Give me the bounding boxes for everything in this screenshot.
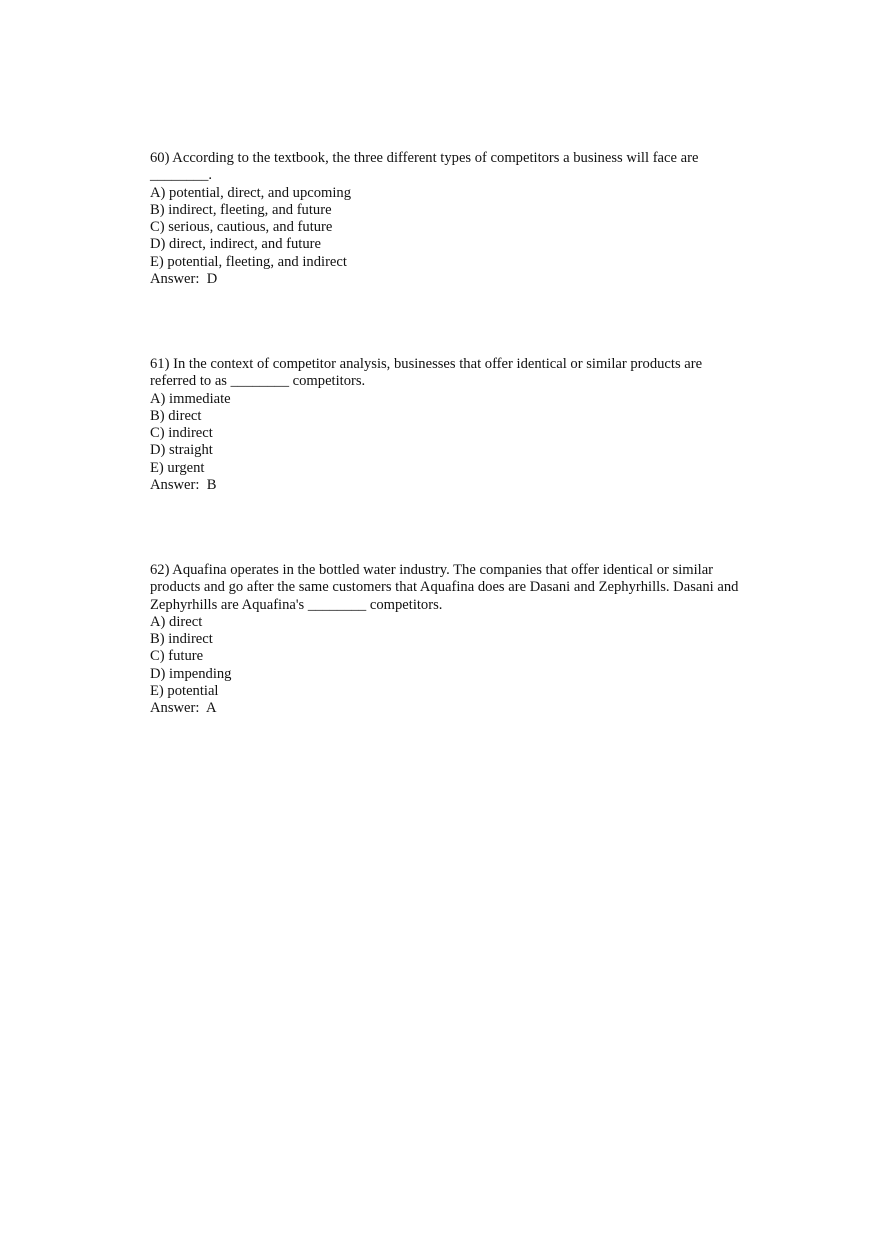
answer-option-b: B) indirect: [150, 631, 213, 648]
answer-option-b: B) direct: [150, 407, 202, 424]
answer-key: Answer: B: [150, 477, 217, 494]
question-61: [150, 356, 740, 494]
answer-option-e: E) potential, fleeting, and indirect: [150, 253, 347, 270]
answer-option-d: D) direct, indirect, and future: [150, 236, 321, 253]
question-stem: 60) According to the textbook, the three different types of competitors a business will face are ________.: [150, 150, 703, 184]
answer-option-a: A) immediate: [150, 390, 231, 407]
question-stem: 62) Aquafina operates in the bottled water industry. The companies that offer identical or similar products and go after the same customers that Aquafina does are Dasani and Zephyrhills. Dasani and Zephyrhills are Aquafina's ________ competitors.: [150, 562, 743, 613]
answer-option-b: B) indirect, fleeting, and future: [150, 201, 332, 218]
question-60: [150, 150, 740, 288]
answer-option-d: D) impending: [150, 665, 232, 682]
answer-option-c: C) serious, cautious, and future: [150, 219, 333, 236]
answer-option-e: E) urgent: [150, 459, 205, 476]
answer-option-d: D) straight: [150, 442, 213, 459]
answer-key: Answer: D: [150, 271, 218, 288]
answer-option-a: A) potential, direct, and upcoming: [150, 184, 352, 201]
question-stem: 61) In the context of competitor analysis, businesses that offer identical or similar products are referred to as ________ competitors.: [150, 356, 706, 390]
answer-option-c: C) future: [150, 648, 204, 665]
answer-option-c: C) indirect: [150, 425, 213, 442]
question-62: [150, 562, 743, 718]
answer-key: Answer: A: [150, 700, 217, 717]
answer-option-e: E) potential: [150, 683, 219, 700]
answer-option-a: A) direct: [150, 613, 203, 630]
